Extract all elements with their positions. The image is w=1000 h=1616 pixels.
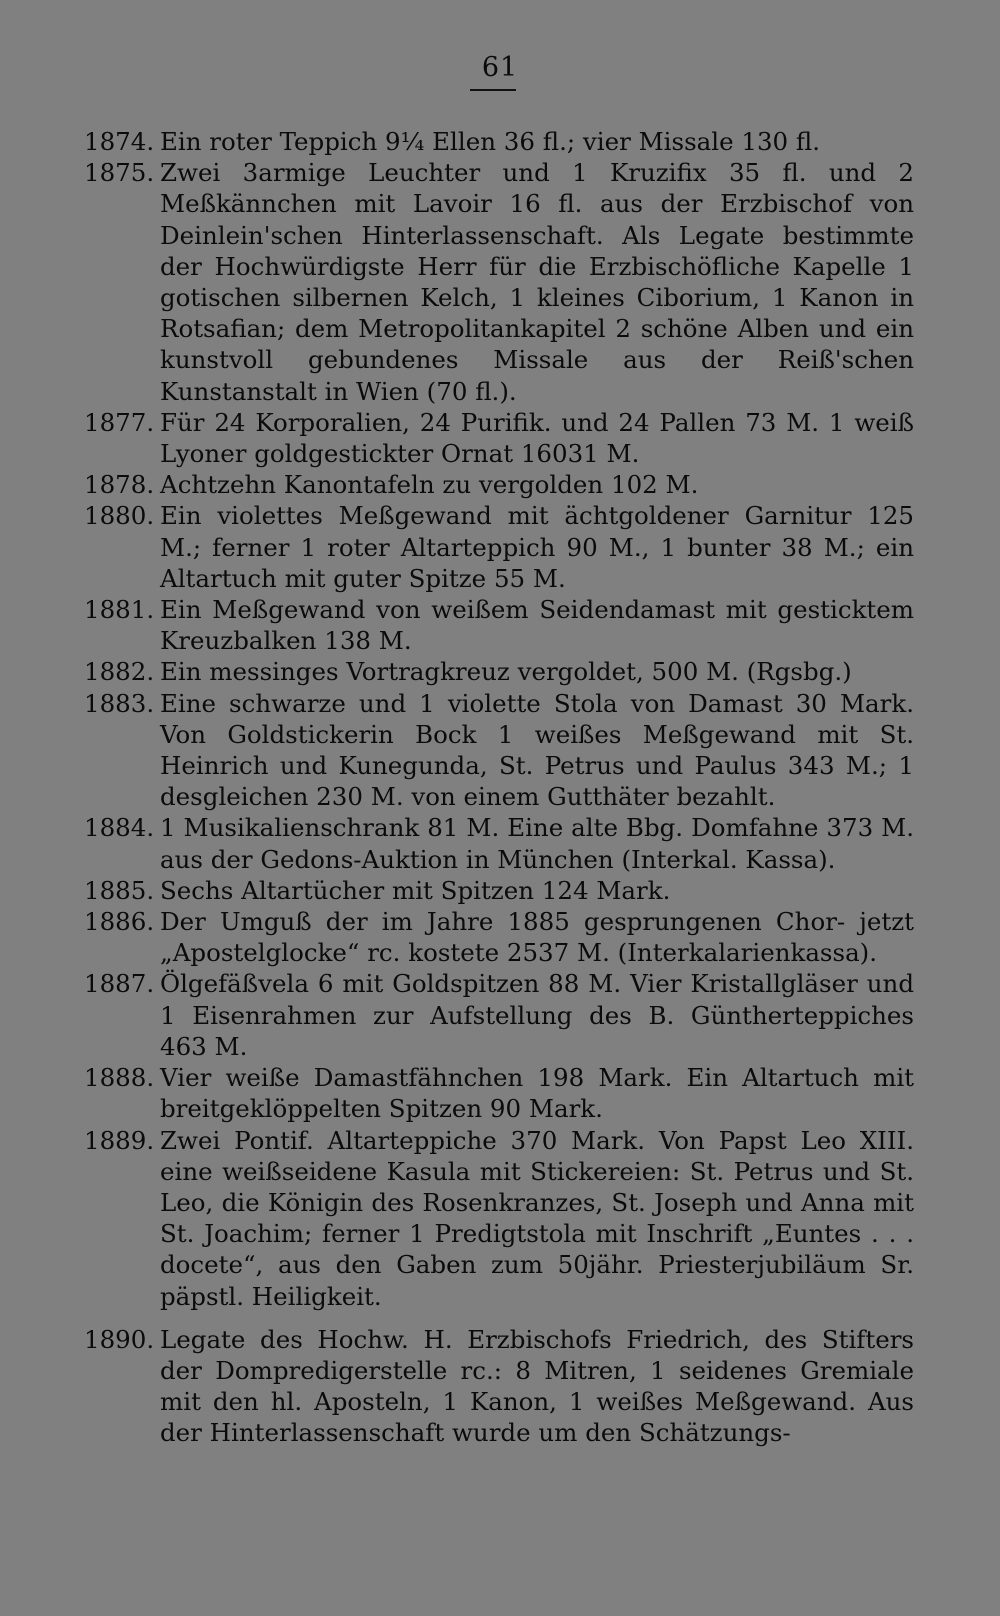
entry-text: Eine schwarze und 1 violette Stola von Damast 30 Mark. Von Goldstickerin Bock 1 weißes Meßgewand mit St. Heinrich und Kunegunda, St. Petrus und Paulus 343 M.; 1 desgleichen 230 M. von einem Gutthäter bezahlt. — [160, 688, 914, 812]
entry-text: Legate des Hochw. H. Erzbischofs Friedrich, des Stifters der Dompredigerstelle rc.: 8 Mitren, 1 seidenes Gremiale mit den hl. Aposteln, 1 Kanon, 1 weißes Meßgewand. Aus der Hinterlassenschaft wurde um den Schätzungs- — [160, 1324, 914, 1448]
entry-text: Ein messinges Vortragkreuz vergoldet, 500 M. (Rgsbg.) — [160, 657, 852, 687]
entry-1890 — [84, 1324, 914, 1449]
entry-1878 — [84, 469, 914, 500]
entry-1887 — [84, 968, 914, 1062]
entry-text: Vier weiße Damastfähnchen 198 Mark. Ein Altartuch mit breitgeklöppelten Spitzen 90 Mark. — [160, 1063, 914, 1124]
entry-year: 1880. — [84, 501, 155, 531]
page-number-rule — [470, 89, 516, 91]
page-number: 61 — [481, 52, 519, 83]
entry-year: 1890. — [84, 1324, 155, 1354]
entry-year: 1875. — [84, 158, 155, 188]
entry-year: 1887. — [84, 969, 155, 999]
entry-text: Für 24 Korporalien, 24 Purifik. und 24 Pallen 73 M. 1 weiß Lyoner goldgestickter Ornat 16031 M. — [160, 407, 914, 469]
entry-year: 1874. — [84, 127, 155, 156]
entry-year: 1877. — [84, 407, 155, 437]
entry-1874 — [84, 126, 914, 157]
entry-year: 1886. — [84, 907, 155, 937]
entry-1884 — [84, 812, 914, 874]
entry-1888 — [84, 1062, 914, 1124]
entry-1886 — [84, 906, 914, 968]
inventory-entries — [84, 126, 914, 1449]
entry-1882 — [84, 656, 914, 687]
entry-text: Ein violettes Meßgewand mit ächtgoldener Garnitur 125 M.; ferner 1 roter Altarteppich 90 M., 1 bunter 38 M.; ein Altartuch mit guter Spitze 55 M. — [160, 501, 914, 593]
entry-text: Zwei 3armige Leuchter und 1 Kruzifix 35 fl. und 2 Meßkännchen mit Lavoir 16 fl. aus der Erzbischof von Deinlein'schen Hinterlassenschaft. Als Legate bestimmte der Hochwürdigste Herr für die Erzbischöfliche Kapelle 1 gotischen silbernen Kelch, 1 kleines Ciborium, 1 Kanon in Rotsafian; dem Metropolitankapitel 2 schöne Alben und ein kunstvoll gebundenes Missale aus der Reiß'schen Kunstanstalt in Wien (70 fl.). — [160, 158, 914, 406]
entry-1877 — [84, 407, 914, 469]
entry-1880 — [84, 500, 914, 594]
entry-text: 1 Musikalienschrank 81 M. Eine alte Bbg. Domfahne 373 M. aus der Gedons-Auktion in München (Interkal. Kassa). — [160, 813, 914, 874]
entry-text: Zwei Pontif. Altarteppiche 370 Mark. Von Papst Leo XIII. eine weißseidene Kasula mit Stickereien: St. Petrus und St. Leo, die Königin des Rosenkranzes, St. Joseph und Anna mit St. Joachim; ferner 1 Predigtstola mit Inschrift „Euntes . . . docete“, aus den Gaben zum 50jähr. Priesterjubiläum Sr. päpstl. Heiligkeit. — [160, 1125, 914, 1311]
entry-text: Ein roter Teppich 9¼ Ellen 36 fl.; vier Missale 130 fl. — [160, 127, 821, 156]
entry-text: Der Umguß der im Jahre 1885 gesprungenen Chor- jetzt „Apostelglocke“ rc. kostete 2537 M. (Interkalarienkassa). — [160, 907, 914, 968]
entry-1883 — [84, 688, 914, 813]
entry-text: Ölgefäßvela 6 mit Goldspitzen 88 M. Vier Kristallgläser und 1 Eisenrahmen zur Aufstellung des B. Güntherteppiches 463 M. — [160, 969, 914, 1061]
entry-1889 — [84, 1125, 914, 1312]
entry-year: 1888. — [84, 1063, 155, 1093]
entry-text: Achtzehn Kanontafeln zu vergolden 102 M. — [160, 470, 699, 500]
entry-1875 — [84, 157, 914, 407]
entry-year: 1881. — [84, 595, 155, 625]
entry-year: 1884. — [84, 813, 155, 843]
entry-text: Sechs Altartücher mit Spitzen 124 Mark. — [160, 875, 671, 905]
entry-1881 — [84, 594, 914, 656]
entry-1885 — [84, 875, 914, 906]
entry-year: 1878. — [84, 470, 155, 500]
entry-year: 1885. — [84, 875, 155, 905]
entry-year: 1889. — [84, 1125, 155, 1155]
entry-text: Ein Meßgewand von weißem Seidendamast mit gesticktem Kreuzbalken 138 M. — [160, 595, 914, 656]
entry-year: 1882. — [84, 657, 155, 687]
entry-year: 1883. — [84, 688, 155, 718]
